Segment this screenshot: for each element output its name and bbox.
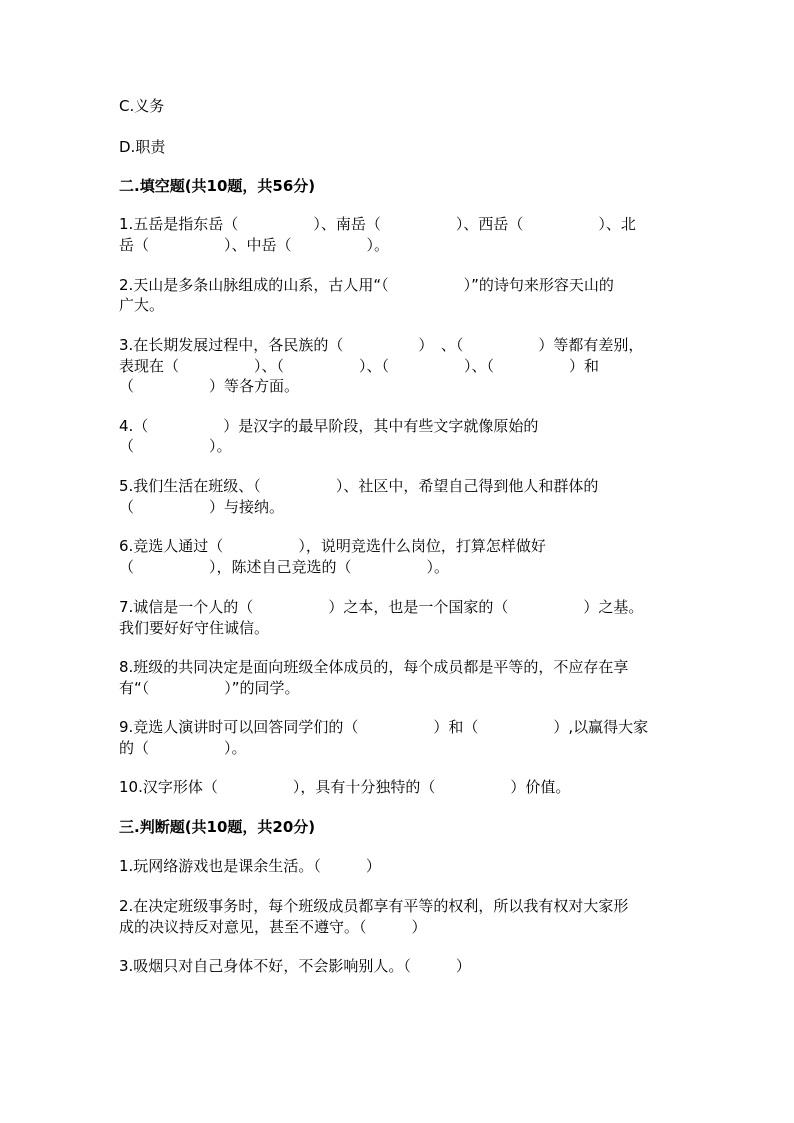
s2-q1-line2: 岳（ ）、中岳（ ）。 (119, 236, 390, 254)
s2-q4-line1: 4.（ ）是汉字的最早阶段，其中有些文字就像原始的 (119, 417, 539, 435)
s2-q6-line1: 6.竞选人通过（ ），说明竞选什么岗位，打算怎样做好 (119, 537, 546, 555)
s2-q3-line2: 表现在（ ）、（ ）、（ ）、（ ）和 (119, 357, 600, 375)
s2-q5-line2: （ ）与接纳。 (119, 498, 285, 516)
s3-q2-line1: 2.在决定班级事务时，每个班级成员都享有平等的权利，所以我有权对大家形 (119, 897, 629, 915)
s2-q7-line2: 我们要好好守住诚信。 (119, 619, 270, 637)
s3-q3-line1: 3.吸烟只对自己身体不好，不会影响别人。（ ） (119, 957, 471, 975)
s2-q4-line2: （ ）。 (119, 437, 232, 455)
s2-q9-line1: 9.竞选人演讲时可以回答同学们的（ ）和（ ）,以赢得大家 (119, 718, 649, 736)
s2-q5-line1: 5.我们生活在班级、（ ）、社区中，希望自己得到他人和群体的 (119, 477, 599, 495)
s2-q8-line2: 有“（ ）”的同学。 (119, 679, 300, 697)
s2-q2-line2: 广大。 (119, 296, 165, 314)
s2-q6-line2: （ ），陈述自己竞选的（ ）。 (119, 558, 450, 576)
s2-q2-line1: 2.天山是多条山脉组成的山系，古人用“（ ）”的诗句来形容天山的 (119, 276, 614, 294)
section-2-title: 二.填空题(共10题，共56分) (119, 177, 316, 195)
option-d: D.职责 (119, 138, 166, 156)
s2-q7-line1: 7.诚信是一个人的（ ）之本，也是一个国家的（ ）之基。 (119, 598, 644, 616)
section-3-title: 三.判断题(共10题，共20分) (119, 818, 316, 836)
s2-q8-line1: 8.班级的共同决定是面向班级全体成员的，每个成员都是平等的，不应存在享 (119, 658, 629, 676)
option-c: C.义务 (119, 97, 165, 115)
s2-q3-line3: （ ）等各方面。 (119, 377, 300, 395)
s3-q1-line1: 1.玩网络游戏也是课余生活。（ ） (119, 857, 381, 875)
s2-q9-line2: 的（ ）。 (119, 739, 247, 757)
s3-q2-line2: 成的决议持反对意见，甚至不遵守。（ ） (119, 918, 427, 936)
s2-q10-line1: 10.汉字形体（ ），具有十分独特的（ ）价值。 (119, 778, 571, 796)
s2-q3-line1: 3.在长期发展过程中，各民族的（ ） 、（ ）等都有差别， (119, 336, 644, 354)
s2-q1-line1: 1.五岳是指东岳（ ）、南岳（ ）、西岳（ ）、北 (119, 215, 636, 233)
